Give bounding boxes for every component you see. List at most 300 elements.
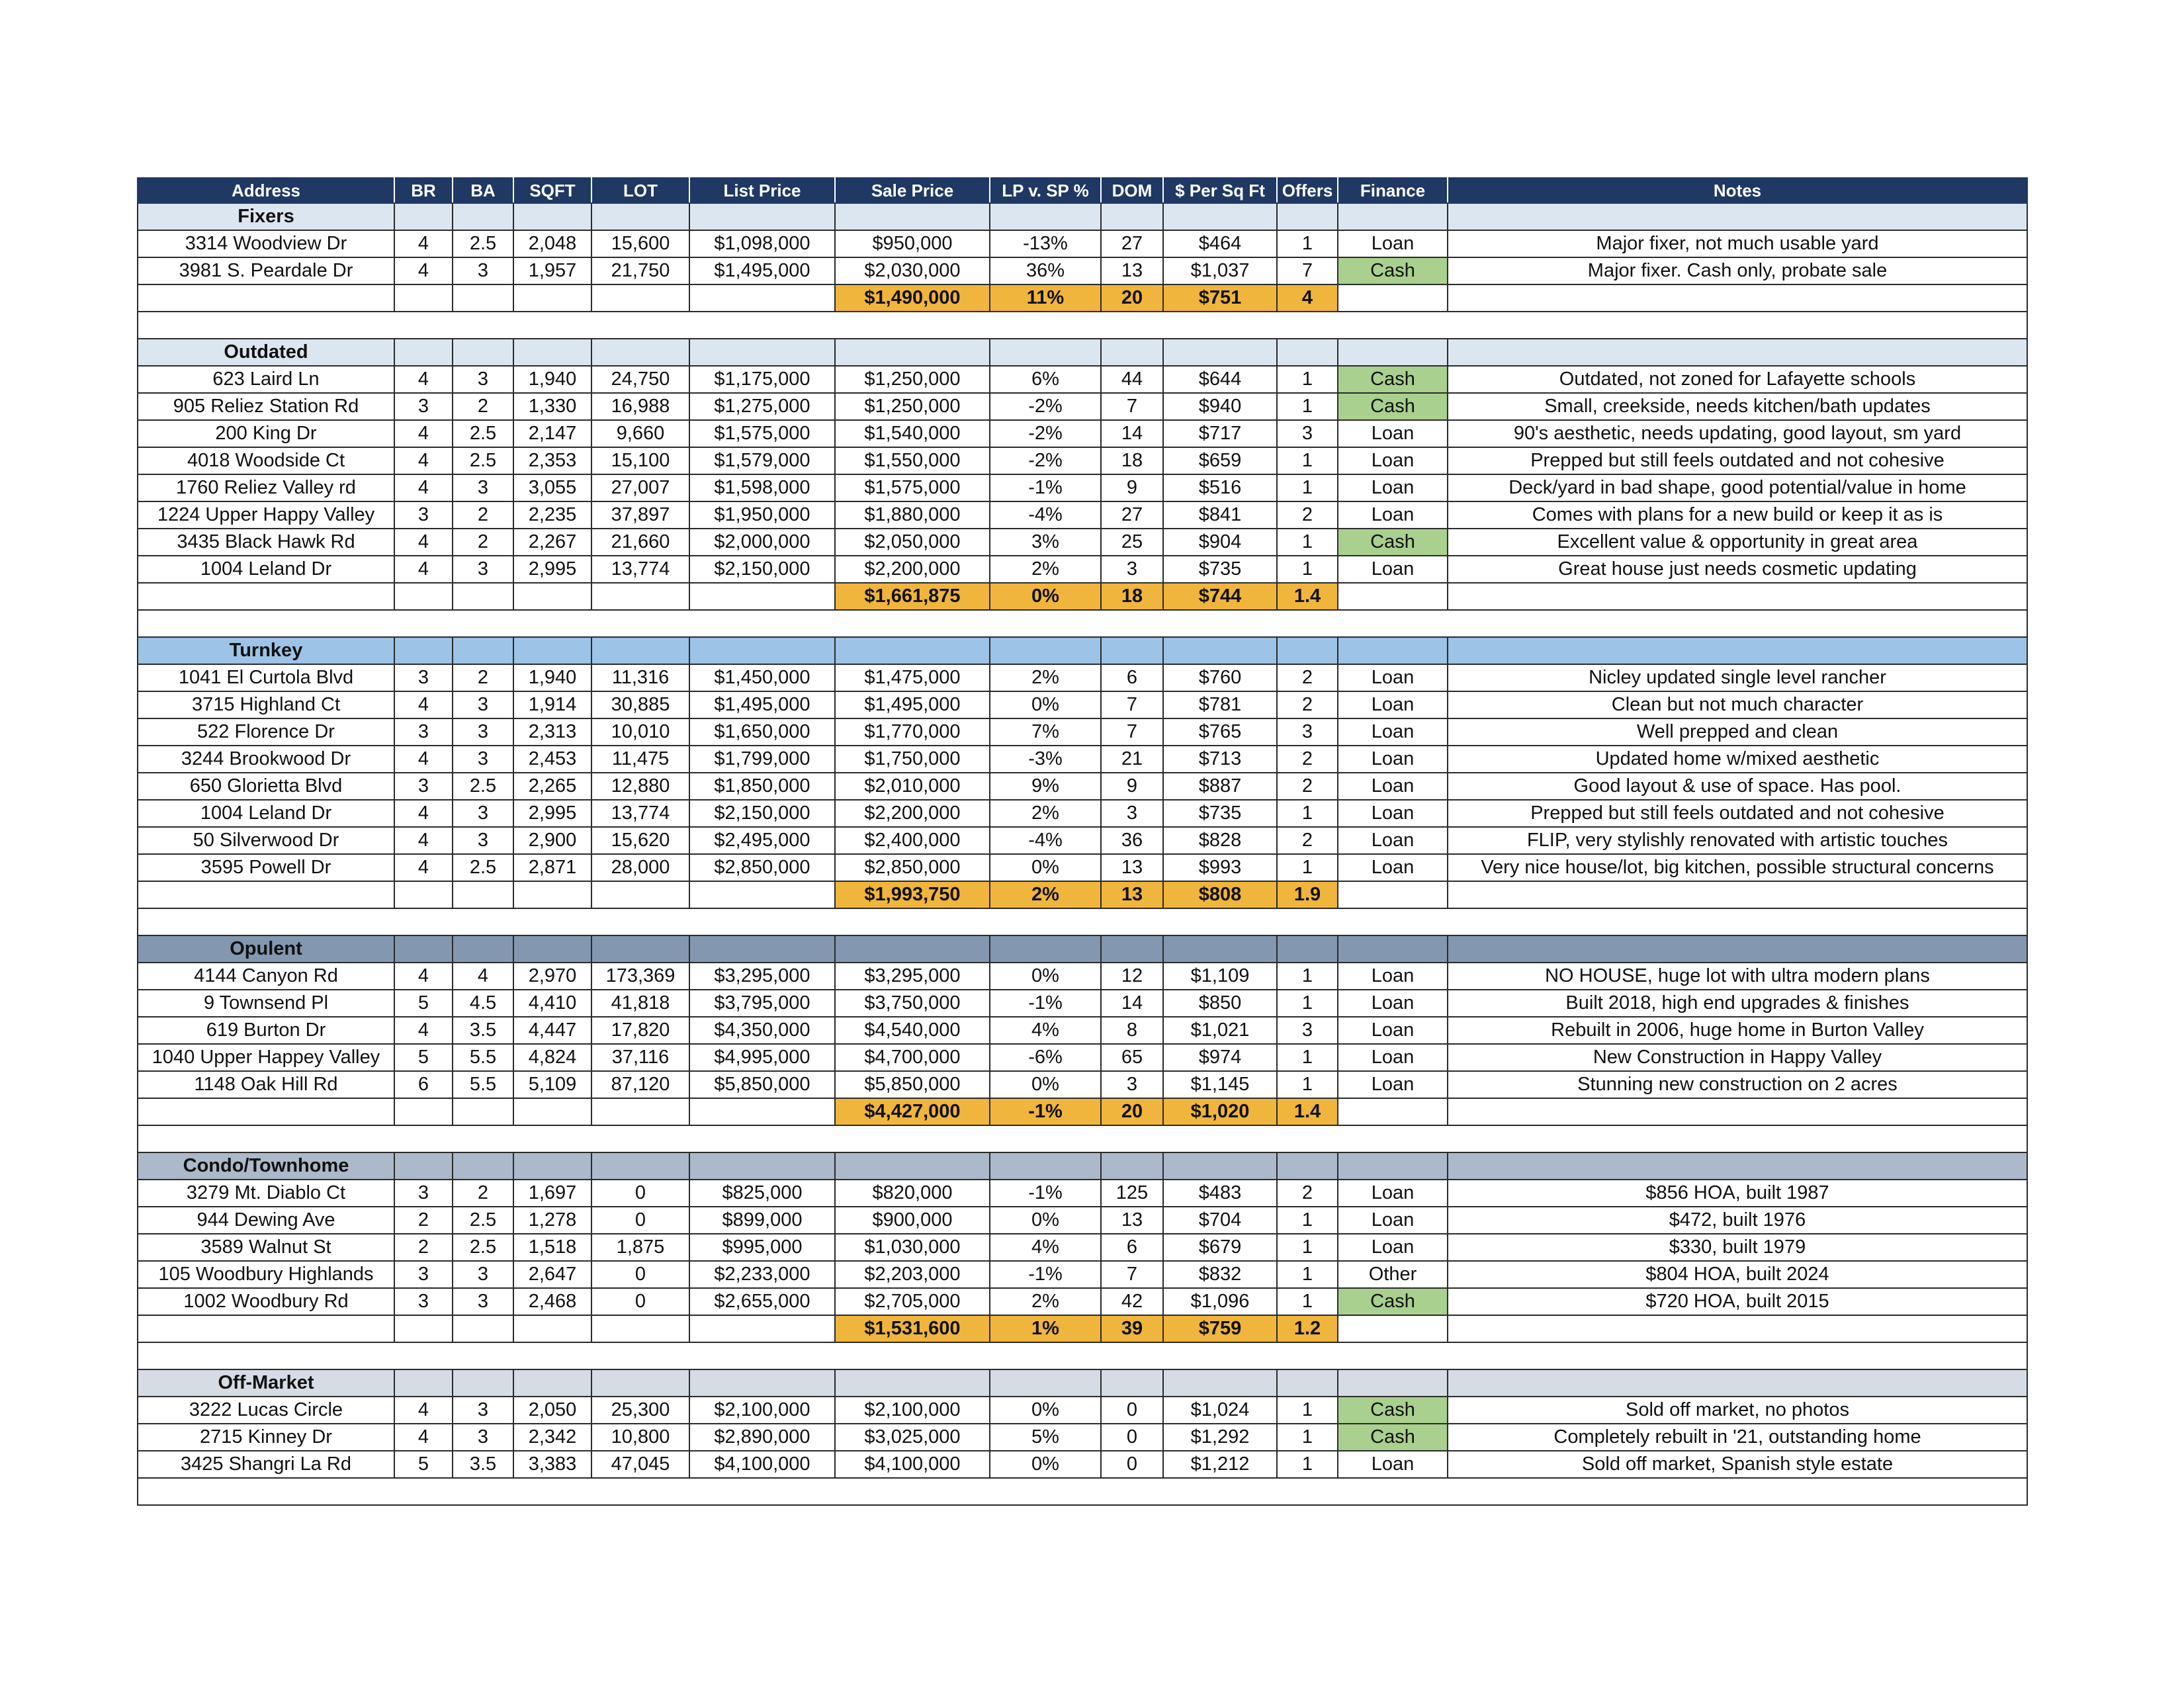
table-cell: $1,495,000 (835, 691, 990, 718)
summary-blank (513, 284, 591, 312)
notes-cell: Outdated, not zoned for Lafayette schools (1448, 366, 2027, 393)
table-cell: 7 (1101, 718, 1163, 746)
table-cell: 65 (1101, 1044, 1163, 1071)
table-cell: $1,575,000 (689, 420, 835, 447)
table-cell: 4 (453, 963, 513, 990)
table-cell: 1 (1277, 854, 1338, 881)
table-cell: 2 (453, 664, 513, 691)
notes-cell: Nicley updated single level rancher (1448, 664, 2027, 691)
table-cell: 18 (1101, 447, 1163, 474)
table-cell: 2.5 (453, 854, 513, 881)
table-cell: 1,940 (513, 366, 591, 393)
summary-cell: 2% (990, 881, 1101, 908)
notes-cell: Built 2018, high end upgrades & finishes (1448, 990, 2027, 1017)
table-cell: -6% (990, 1044, 1101, 1071)
spacer-cell (138, 1342, 2027, 1369)
table-row (138, 501, 2027, 529)
table-cell: $1,495,000 (689, 257, 835, 284)
table-cell: 2,995 (513, 800, 591, 827)
table-cell: 2,647 (513, 1261, 591, 1288)
group-header-cell (990, 637, 1101, 664)
spacer-cell (138, 312, 2027, 339)
table-cell: 4 (394, 691, 453, 718)
group-title: Outdated (138, 339, 394, 366)
table-cell: 0 (591, 1261, 689, 1288)
group-header-cell (394, 1152, 453, 1180)
table-cell: 14 (1101, 990, 1163, 1017)
finance-cell: Loan (1338, 773, 1448, 800)
table-cell: 0 (591, 1207, 689, 1234)
group-header-cell (1101, 339, 1163, 366)
table-cell: $483 (1163, 1180, 1277, 1207)
table-row (138, 474, 2027, 501)
table-cell: 0 (1101, 1451, 1163, 1478)
table-cell: 5,109 (513, 1071, 591, 1098)
address-cell: 1224 Upper Happy Valley (138, 501, 394, 529)
table-cell: 1,278 (513, 1207, 591, 1234)
group-title: Off-Market (138, 1369, 394, 1397)
table-cell: 4 (394, 746, 453, 773)
group-section (138, 935, 2027, 1098)
table-cell: 0% (990, 854, 1101, 881)
summary-blank (1338, 881, 1448, 908)
table-cell: 9 (1101, 474, 1163, 501)
table-cell: 5% (990, 1424, 1101, 1451)
group-header-cell (689, 1369, 835, 1397)
table-cell: 4% (990, 1234, 1101, 1261)
table-cell: $1,275,000 (689, 393, 835, 420)
notes-cell: Good layout & use of space. Has pool. (1448, 773, 2027, 800)
summary-cell: $1,490,000 (835, 284, 990, 312)
table-cell: $735 (1163, 556, 1277, 583)
address-cell: 2715 Kinney Dr (138, 1424, 394, 1451)
table-cell: $4,995,000 (689, 1044, 835, 1071)
finance-cell: Other (1338, 1261, 1448, 1288)
finance-cell: Loan (1338, 230, 1448, 257)
table-cell: $950,000 (835, 230, 990, 257)
table-cell: 21,660 (591, 529, 689, 556)
summary-cell: $759 (1163, 1315, 1277, 1342)
table-cell: 4 (394, 230, 453, 257)
table-cell: $3,295,000 (689, 963, 835, 990)
group-header-cell (591, 203, 689, 230)
table-cell: 3 (394, 773, 453, 800)
notes-cell: Major fixer. Cash only, probate sale (1448, 257, 2027, 284)
spacer-cell (138, 1478, 2027, 1505)
group-header-cell (1448, 203, 2027, 230)
table-cell: 3 (453, 1424, 513, 1451)
table-cell: $1,770,000 (835, 718, 990, 746)
table-cell: 2,970 (513, 963, 591, 990)
table-cell: $1,037 (1163, 257, 1277, 284)
group-title: Opulent (138, 935, 394, 963)
table-cell: 3 (453, 718, 513, 746)
table-cell: $841 (1163, 501, 1277, 529)
table-cell: 2 (1277, 746, 1338, 773)
summary-cell: $1,020 (1163, 1098, 1277, 1125)
address-cell: 1004 Leland Dr (138, 556, 394, 583)
group-header-row (138, 203, 2027, 230)
table-cell: 0% (990, 1071, 1101, 1098)
group-header-cell (513, 1152, 591, 1180)
table-cell: 3 (453, 257, 513, 284)
summary-blank (513, 1315, 591, 1342)
group-header-cell (1101, 637, 1163, 664)
group-section (138, 203, 2027, 284)
table-cell: -2% (990, 420, 1101, 447)
table-cell: $1,250,000 (835, 393, 990, 420)
table-row (138, 1424, 2027, 1451)
group-header-cell (835, 637, 990, 664)
summary-blank (138, 284, 394, 312)
table-cell: 2 (1277, 664, 1338, 691)
col-finance: Finance (1338, 178, 1448, 203)
summary-cell: -1% (990, 1098, 1101, 1125)
notes-cell: Prepped but still feels outdated and not cohesive (1448, 447, 2027, 474)
table-cell: 10,800 (591, 1424, 689, 1451)
table-cell: $900,000 (835, 1207, 990, 1234)
table-row (138, 827, 2027, 854)
address-cell: 3314 Woodview Dr (138, 230, 394, 257)
table-cell: 0% (990, 1207, 1101, 1234)
table-cell: 13 (1101, 1207, 1163, 1234)
table-cell: 27,007 (591, 474, 689, 501)
spacer-cell (138, 610, 2027, 637)
table-cell: 7% (990, 718, 1101, 746)
table-cell: 4 (394, 366, 453, 393)
group-header-cell (1338, 339, 1448, 366)
group-header-row (138, 339, 2027, 366)
table-cell: 44 (1101, 366, 1163, 393)
summary-cell: $4,427,000 (835, 1098, 990, 1125)
table-row (138, 664, 2027, 691)
summary-blank (394, 881, 453, 908)
table-cell: 7 (1277, 257, 1338, 284)
group-header-cell (1448, 935, 2027, 963)
group-header-cell (513, 203, 591, 230)
table-cell: $940 (1163, 393, 1277, 420)
summary-row (138, 1098, 2027, 1125)
group-header-cell (1448, 1369, 2027, 1397)
summary-blank (394, 284, 453, 312)
group-header-cell (1277, 935, 1338, 963)
group-header-cell (689, 203, 835, 230)
table-cell: 6% (990, 366, 1101, 393)
table-cell: 2,313 (513, 718, 591, 746)
table-row (138, 529, 2027, 556)
group-header-cell (591, 637, 689, 664)
table-row (138, 773, 2027, 800)
summary-cell: 4 (1277, 284, 1338, 312)
table-cell: $679 (1163, 1234, 1277, 1261)
address-cell: 3595 Powell Dr (138, 854, 394, 881)
notes-cell: New Construction in Happy Valley (1448, 1044, 2027, 1071)
summary-cell: 0% (990, 583, 1101, 610)
table-cell: $2,050,000 (835, 529, 990, 556)
table-cell: -13% (990, 230, 1101, 257)
summary-cell: 39 (1101, 1315, 1163, 1342)
table-cell: $2,150,000 (689, 556, 835, 583)
table-cell: 13,774 (591, 800, 689, 827)
group-header-cell (835, 1369, 990, 1397)
table-cell: $1,598,000 (689, 474, 835, 501)
address-cell: 3222 Lucas Circle (138, 1397, 394, 1424)
table-cell: $760 (1163, 664, 1277, 691)
finance-cell: Cash (1338, 1397, 1448, 1424)
group-header-cell (453, 1152, 513, 1180)
address-cell: 4144 Canyon Rd (138, 963, 394, 990)
summary-blank (1448, 1315, 2027, 1342)
table-cell: $2,495,000 (689, 827, 835, 854)
table-cell: 4,824 (513, 1044, 591, 1071)
table-cell: $1,212 (1163, 1451, 1277, 1478)
address-cell: 3244 Brookwood Dr (138, 746, 394, 773)
address-cell: 3425 Shangri La Rd (138, 1451, 394, 1478)
table-cell: 37,116 (591, 1044, 689, 1071)
table-cell: 5 (394, 1451, 453, 1478)
table-row (138, 1397, 2027, 1424)
table-cell: 3 (1101, 800, 1163, 827)
notes-cell: Excellent value & opportunity in great area (1448, 529, 2027, 556)
table-cell: -2% (990, 393, 1101, 420)
table-cell: 1,330 (513, 393, 591, 420)
summary-blank (1448, 881, 2027, 908)
finance-cell: Loan (1338, 827, 1448, 854)
group-header-cell (689, 339, 835, 366)
table-cell: $3,795,000 (689, 990, 835, 1017)
group-header-cell (1448, 1152, 2027, 1180)
table-cell: -1% (990, 1261, 1101, 1288)
table-cell: $3,025,000 (835, 1424, 990, 1451)
table-cell: 2,453 (513, 746, 591, 773)
table-row (138, 990, 2027, 1017)
table-cell: 27 (1101, 501, 1163, 529)
finance-cell: Cash (1338, 1288, 1448, 1315)
group-header-cell (1277, 339, 1338, 366)
col-br: BR (394, 178, 453, 203)
group-header-cell (591, 339, 689, 366)
summary-blank (453, 284, 513, 312)
table-cell: $1,109 (1163, 963, 1277, 990)
table-cell: 7 (1101, 691, 1163, 718)
table-cell: 42 (1101, 1288, 1163, 1315)
table-cell: 21,750 (591, 257, 689, 284)
table-cell: -4% (990, 827, 1101, 854)
column-header-row (138, 178, 2027, 203)
table-cell: 0% (990, 963, 1101, 990)
table-cell: 1 (1277, 1424, 1338, 1451)
table-row (138, 718, 2027, 746)
table-cell: $5,850,000 (835, 1071, 990, 1098)
table-cell: 25 (1101, 529, 1163, 556)
table-cell: $828 (1163, 827, 1277, 854)
table-cell: $2,100,000 (835, 1397, 990, 1424)
table-cell: $974 (1163, 1044, 1277, 1071)
finance-cell: Cash (1338, 257, 1448, 284)
notes-cell: $720 HOA, built 2015 (1448, 1288, 2027, 1315)
table-cell: 13 (1101, 257, 1163, 284)
notes-cell: Deck/yard in bad shape, good potential/value in home (1448, 474, 2027, 501)
table-cell: 1 (1277, 447, 1338, 474)
table-cell: $2,203,000 (835, 1261, 990, 1288)
summary-section (138, 1315, 2027, 1369)
table-cell: 3 (1277, 420, 1338, 447)
finance-cell: Loan (1338, 501, 1448, 529)
finance-cell: Loan (1338, 556, 1448, 583)
summary-blank (513, 583, 591, 610)
notes-cell: Stunning new construction on 2 acres (1448, 1071, 2027, 1098)
summary-blank (453, 583, 513, 610)
table-row (138, 1207, 2027, 1234)
table-cell: 4,410 (513, 990, 591, 1017)
finance-cell: Loan (1338, 990, 1448, 1017)
group-header-cell (394, 203, 453, 230)
address-cell: 944 Dewing Ave (138, 1207, 394, 1234)
table-cell: 2 (453, 501, 513, 529)
table-cell: 87,120 (591, 1071, 689, 1098)
table-cell: 3 (394, 718, 453, 746)
table-cell: 27 (1101, 230, 1163, 257)
table-cell: $2,400,000 (835, 827, 990, 854)
table-cell: $2,150,000 (689, 800, 835, 827)
table-cell: 1 (1277, 1234, 1338, 1261)
table-cell: $516 (1163, 474, 1277, 501)
summary-blank (591, 583, 689, 610)
table-cell: 9,660 (591, 420, 689, 447)
table-cell: 2.5 (453, 773, 513, 800)
table-cell: -3% (990, 746, 1101, 773)
notes-cell: 90's aesthetic, needs updating, good layout, sm yard (1448, 420, 2027, 447)
summary-cell: $1,531,600 (835, 1315, 990, 1342)
group-header-cell (689, 637, 835, 664)
table-cell: 9% (990, 773, 1101, 800)
summary-section (138, 1478, 2027, 1505)
group-header-cell (1277, 1369, 1338, 1397)
group-header-cell (1163, 203, 1277, 230)
group-header-cell (1277, 1152, 1338, 1180)
table-cell: 4 (394, 1017, 453, 1044)
table-cell: $644 (1163, 366, 1277, 393)
table-cell: $995,000 (689, 1234, 835, 1261)
summary-blank (394, 583, 453, 610)
notes-cell: Completely rebuilt in '21, outstanding home (1448, 1424, 2027, 1451)
table-cell: 2% (990, 800, 1101, 827)
summary-section (138, 583, 2027, 637)
group-header-cell (1101, 203, 1163, 230)
table-cell: $2,000,000 (689, 529, 835, 556)
address-cell: 1760 Reliez Valley rd (138, 474, 394, 501)
finance-cell: Loan (1338, 1071, 1448, 1098)
table-cell: 3 (453, 556, 513, 583)
table-cell: 3 (1101, 556, 1163, 583)
table-cell: 37,897 (591, 501, 689, 529)
summary-blank (689, 881, 835, 908)
finance-cell: Cash (1338, 1424, 1448, 1451)
group-header-cell (1163, 637, 1277, 664)
table-row (138, 366, 2027, 393)
group-title: Condo/Townhome (138, 1152, 394, 1180)
group-section (138, 1369, 2027, 1478)
table-cell: 2 (453, 529, 513, 556)
table-cell: -2% (990, 447, 1101, 474)
table-cell: $1,575,000 (835, 474, 990, 501)
finance-cell: Loan (1338, 746, 1448, 773)
table-row (138, 746, 2027, 773)
group-header-cell (394, 1369, 453, 1397)
table-cell: $1,096 (1163, 1288, 1277, 1315)
table-cell: 7 (1101, 393, 1163, 420)
finance-cell: Loan (1338, 1207, 1448, 1234)
group-header-cell (591, 1369, 689, 1397)
spacer-cell (138, 1125, 2027, 1152)
summary-blank (1338, 583, 1448, 610)
table-cell: 0 (591, 1288, 689, 1315)
finance-cell: Loan (1338, 718, 1448, 746)
summary-cell: 11% (990, 284, 1101, 312)
table-cell: 3 (453, 1288, 513, 1315)
table-row (138, 1261, 2027, 1288)
table-cell: 4 (394, 1397, 453, 1424)
table-cell: 4% (990, 1017, 1101, 1044)
table-row (138, 854, 2027, 881)
col-price-per-sqft: $ Per Sq Ft (1163, 178, 1277, 203)
table-cell: 173,369 (591, 963, 689, 990)
group-header-cell (990, 1152, 1101, 1180)
summary-cell: 1.2 (1277, 1315, 1338, 1342)
table-cell: 2.5 (453, 1234, 513, 1261)
summary-cell: 18 (1101, 583, 1163, 610)
table-cell: $781 (1163, 691, 1277, 718)
spacer-row (138, 312, 2027, 339)
table-cell: 2 (453, 393, 513, 420)
table-cell: 0% (990, 1451, 1101, 1478)
table-cell: $735 (1163, 800, 1277, 827)
table-cell: $2,850,000 (835, 854, 990, 881)
summary-cell: 1.4 (1277, 1098, 1338, 1125)
summary-section (138, 1098, 2027, 1152)
summary-blank (138, 1098, 394, 1125)
table-cell: $713 (1163, 746, 1277, 773)
summary-blank (1448, 583, 2027, 610)
table-row (138, 800, 2027, 827)
spacer-row (138, 610, 2027, 637)
summary-blank (689, 1315, 835, 1342)
table-cell: 3.5 (453, 1451, 513, 1478)
table-cell: $4,100,000 (835, 1451, 990, 1478)
group-header-cell (1101, 1369, 1163, 1397)
table-cell: 125 (1101, 1180, 1163, 1207)
summary-cell: $744 (1163, 583, 1277, 610)
table-cell: $2,200,000 (835, 800, 990, 827)
table-cell: 4.5 (453, 990, 513, 1017)
address-cell: 200 King Dr (138, 420, 394, 447)
group-header-cell (990, 339, 1101, 366)
notes-cell: $856 HOA, built 1987 (1448, 1180, 2027, 1207)
summary-cell: 1.4 (1277, 583, 1338, 610)
group-header-cell (835, 203, 990, 230)
table-cell: 4 (394, 257, 453, 284)
group-header-cell (990, 1369, 1101, 1397)
group-header-cell (1448, 637, 2027, 664)
summary-blank (138, 1315, 394, 1342)
notes-cell: NO HOUSE, huge lot with ultra modern plans (1448, 963, 2027, 990)
finance-cell: Loan (1338, 474, 1448, 501)
table-cell: 3,055 (513, 474, 591, 501)
table-cell: 3.5 (453, 1017, 513, 1044)
table-cell: $4,100,000 (689, 1451, 835, 1478)
table-cell: 2 (1277, 691, 1338, 718)
table-cell: 3 (1101, 1071, 1163, 1098)
